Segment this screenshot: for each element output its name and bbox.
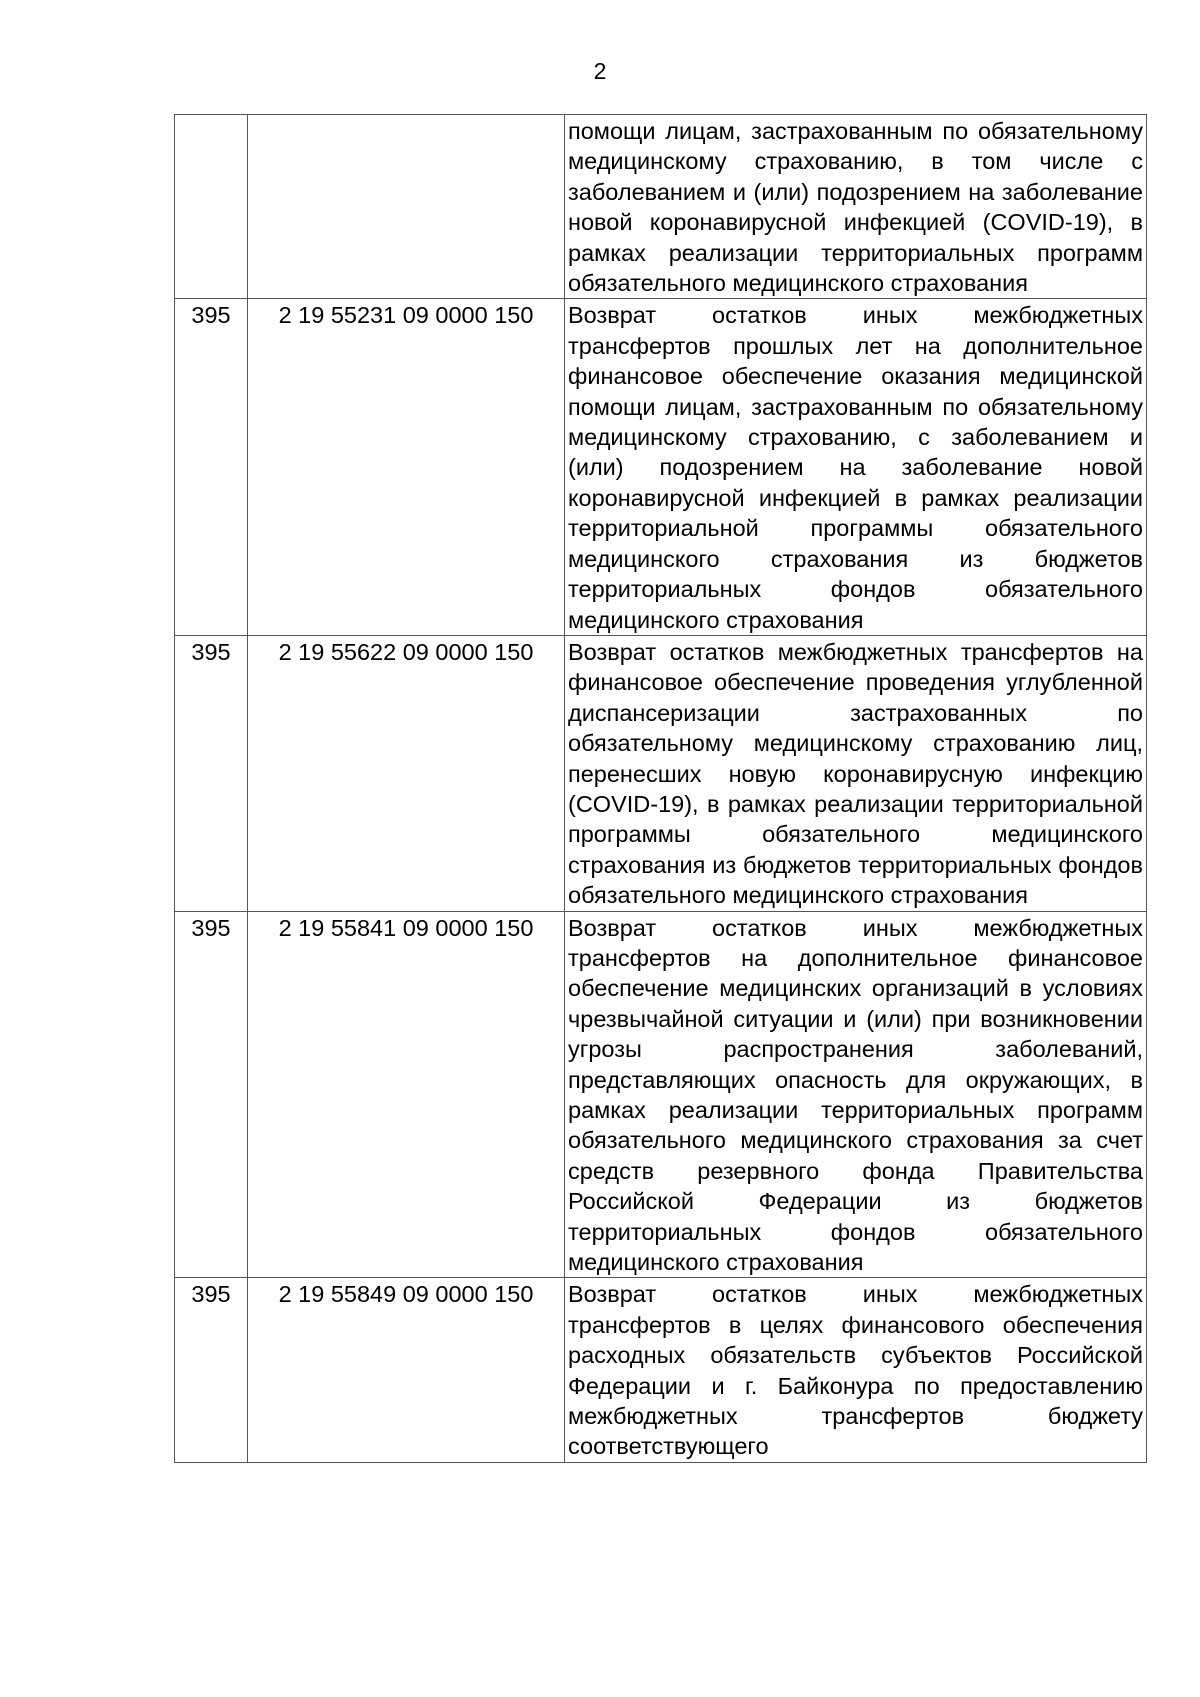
table-row xyxy=(175,635,1147,911)
budget-code-cell: 2 19 55849 09 0000 150 xyxy=(248,1278,565,1462)
admin-code-cell: 395 xyxy=(175,299,248,635)
admin-code-cell: 395 xyxy=(175,1278,248,1462)
table-row xyxy=(175,115,1147,299)
description-cell: Возврат остатков иных межбюджетных трансфертов в целях финансового обеспечения расходных обязательств субъектов Российской Федерации и г. Байконура по предоставлению межбюджетных трансфертов бюджету соответствующего xyxy=(565,1278,1147,1462)
page-number: 2 xyxy=(593,58,607,84)
budget-code-cell: 2 19 55231 09 0000 150 xyxy=(248,299,565,635)
description-cell: Возврат остатков иных межбюджетных трансфертов прошлых лет на дополнительное финансовое обеспечение оказания медицинской помощи лицам, застрахованным по обязательному медицинскому страхованию, с заболеванием и (или) подозрением на заболевание новой коронавирусной инфекцией в рамках реализации территориальной программы обязательного медицинского страхования из бюджетов территориальных фондов обязательного медицинского страхования xyxy=(565,299,1147,635)
admin-code-cell xyxy=(175,115,248,299)
budget-code-cell: 2 19 55622 09 0000 150 xyxy=(248,635,565,911)
budget-codes-table xyxy=(174,114,1147,1463)
budget-code-cell: 2 19 55841 09 0000 150 xyxy=(248,911,565,1278)
budget-code-cell xyxy=(248,115,565,299)
admin-code-cell: 395 xyxy=(175,635,248,911)
description-cell: Возврат остатков иных межбюджетных трансфертов на дополнительное финансовое обеспечение медицинских организаций в условиях чрезвычайной ситуации и (или) при возникновении угрозы распространения заболеваний, представляющих опасность для окружающих, в рамках реализации территориальных программ обязательного медицинского страхования за счет средств резервного фонда Правительства Российской Федерации из бюджетов территориальных фондов обязательного медицинского страхования xyxy=(565,911,1147,1278)
description-cell: Возврат остатков межбюджетных трансфертов на финансовое обеспечение проведения углубленной диспансеризации застрахованных по обязательному медицинскому страхованию лиц, перенесших новую коронавирусную инфекцию (COVID-19), в рамках реализации территориальной программы обязательного медицинского страхования из бюджетов территориальных фондов обязательного медицинского страхования xyxy=(565,635,1147,911)
admin-code-cell: 395 xyxy=(175,911,248,1278)
table-row xyxy=(175,911,1147,1278)
description-cell: помощи лицам, застрахованным по обязательному медицинскому страхованию, в том числе с заболеванием и (или) подозрением на заболевание новой коронавирусной инфекцией (COVID-19), в рамках реализации территориальных программ обязательного медицинского страхования xyxy=(565,115,1147,299)
table-row xyxy=(175,1278,1147,1462)
table-row xyxy=(175,299,1147,635)
